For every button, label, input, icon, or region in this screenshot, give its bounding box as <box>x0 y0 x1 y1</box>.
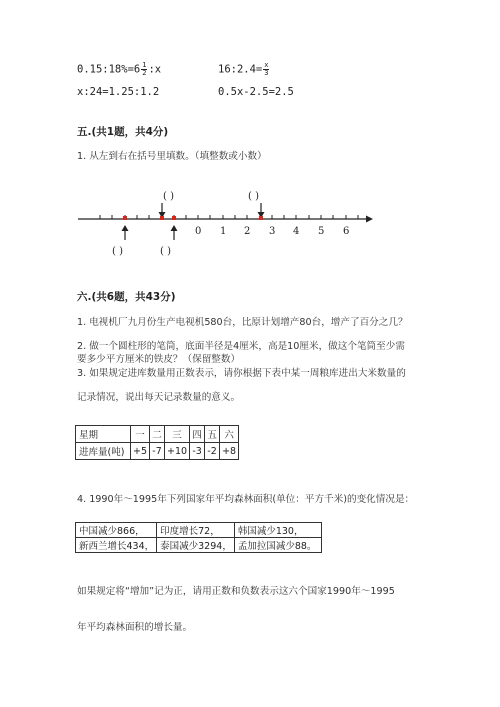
section-6-question-2-line-1: 2. 做一个圆柱形的笔筒，底面半径是4厘米，高是10厘米，做这个笔筒至少需 <box>77 341 405 352</box>
table-cell: 三 <box>165 426 190 443</box>
equation-2 <box>218 62 270 77</box>
tick-label-2: 2 <box>244 226 251 237</box>
number-line <box>75 183 375 258</box>
fraction-one-half: $\frac{1}{2}$ <box>142 61 147 77</box>
forest-area-table <box>75 522 322 553</box>
table-cell: +5 <box>131 443 150 460</box>
tick-label-6: 6 <box>343 226 350 237</box>
axis-arrow-icon <box>366 216 373 223</box>
up-arrow-icon <box>122 225 129 240</box>
point-marker <box>160 216 164 220</box>
table-cell: -7 <box>150 443 165 460</box>
equation-4: 0.5x-2.5=2.5 <box>218 86 294 98</box>
section-5-question-1: 1. 从左到右在括号里填数。（填整数或小数） <box>77 151 267 162</box>
equation-1 <box>77 62 161 77</box>
point-marker <box>259 216 263 220</box>
equation-2-left: 16:2.4= <box>218 63 263 76</box>
tick-label-0: 0 <box>195 226 202 237</box>
point-marker <box>123 216 127 220</box>
table-row <box>76 523 322 538</box>
table-cell: 五 <box>205 426 220 443</box>
section-6-question-1: 1. 电视机厂九月份生产电视机580台，比原计划增产80台，增产了百分之几？ <box>77 317 408 328</box>
equation-1-left: 0.15:18%=6 <box>77 63 141 76</box>
section-6-question-3-line-2: 记录情况，说出每天记录数量的意义。 <box>77 392 241 403</box>
section-6-question-4-line-2: 如果规定将“增加”记为正，请用正数和负数表示这六个国家1990年～1995 <box>77 586 395 597</box>
table-cell: 新西兰增长434， <box>76 538 157 553</box>
section-6-question-2-line-2: 要多少平方厘米的铁皮？（保留整数） <box>77 354 241 365</box>
table-cell: 二 <box>150 426 165 443</box>
tick-label-5: 5 <box>318 226 325 237</box>
table-cell: 星期 <box>76 426 131 443</box>
point-marker <box>172 216 176 220</box>
table-cell: 韩国减少130， <box>234 523 321 538</box>
table-cell: +10 <box>165 443 190 460</box>
grain-storage-table <box>75 425 239 460</box>
down-arrow-icon <box>258 203 265 218</box>
fraction-x-over-3: $\frac{x}{3}$ <box>264 61 269 77</box>
table-row <box>76 443 239 460</box>
table-cell: 一 <box>131 426 150 443</box>
tick-label-3: 3 <box>269 226 276 237</box>
table-cell: 泰国减少3294， <box>157 538 235 553</box>
table-cell: 孟加拉国减少88。 <box>234 538 321 553</box>
table-cell: +8 <box>220 443 239 460</box>
tick-label-1: 1 <box>220 226 227 237</box>
top-blank-left: ( ) <box>163 191 174 202</box>
table-cell: 进库量(吨) <box>76 443 131 460</box>
section-6-question-4-line-3: 年平均森林面积的增长量。 <box>77 622 193 633</box>
equation-1-right: :x <box>148 63 162 76</box>
table-cell: 印度增长72， <box>157 523 235 538</box>
table-row <box>76 538 322 553</box>
up-arrow-icon <box>171 225 178 240</box>
bottom-blank-right: ( ) <box>160 246 171 257</box>
bottom-blank-left: ( ) <box>112 246 123 257</box>
tick-label-4: 4 <box>293 226 300 237</box>
section-6-heading: 六.(共6题，共43分) <box>77 291 176 303</box>
section-6-question-3-line-1: 3. 如果规定进库数量用正数表示，请你根据下表中某一周粮库进出大米数量的 <box>77 368 406 379</box>
section-6-question-4: 4. 1990年～1995年下列国家年平均森林面积(单位：平方千米)的变化情况是： <box>77 494 415 505</box>
table-cell: -2 <box>205 443 220 460</box>
table-cell: 中国减少866， <box>76 523 157 538</box>
section-5-heading: 五.(共1题，共4分) <box>77 126 169 138</box>
table-header-row <box>76 426 239 443</box>
top-blank-right: ( ) <box>248 191 259 202</box>
down-arrow-icon <box>159 203 166 218</box>
equation-3: x:24=1.25:1.2 <box>77 86 160 98</box>
table-cell: 四 <box>190 426 205 443</box>
table-cell: -3 <box>190 443 205 460</box>
table-cell: 六 <box>220 426 239 443</box>
